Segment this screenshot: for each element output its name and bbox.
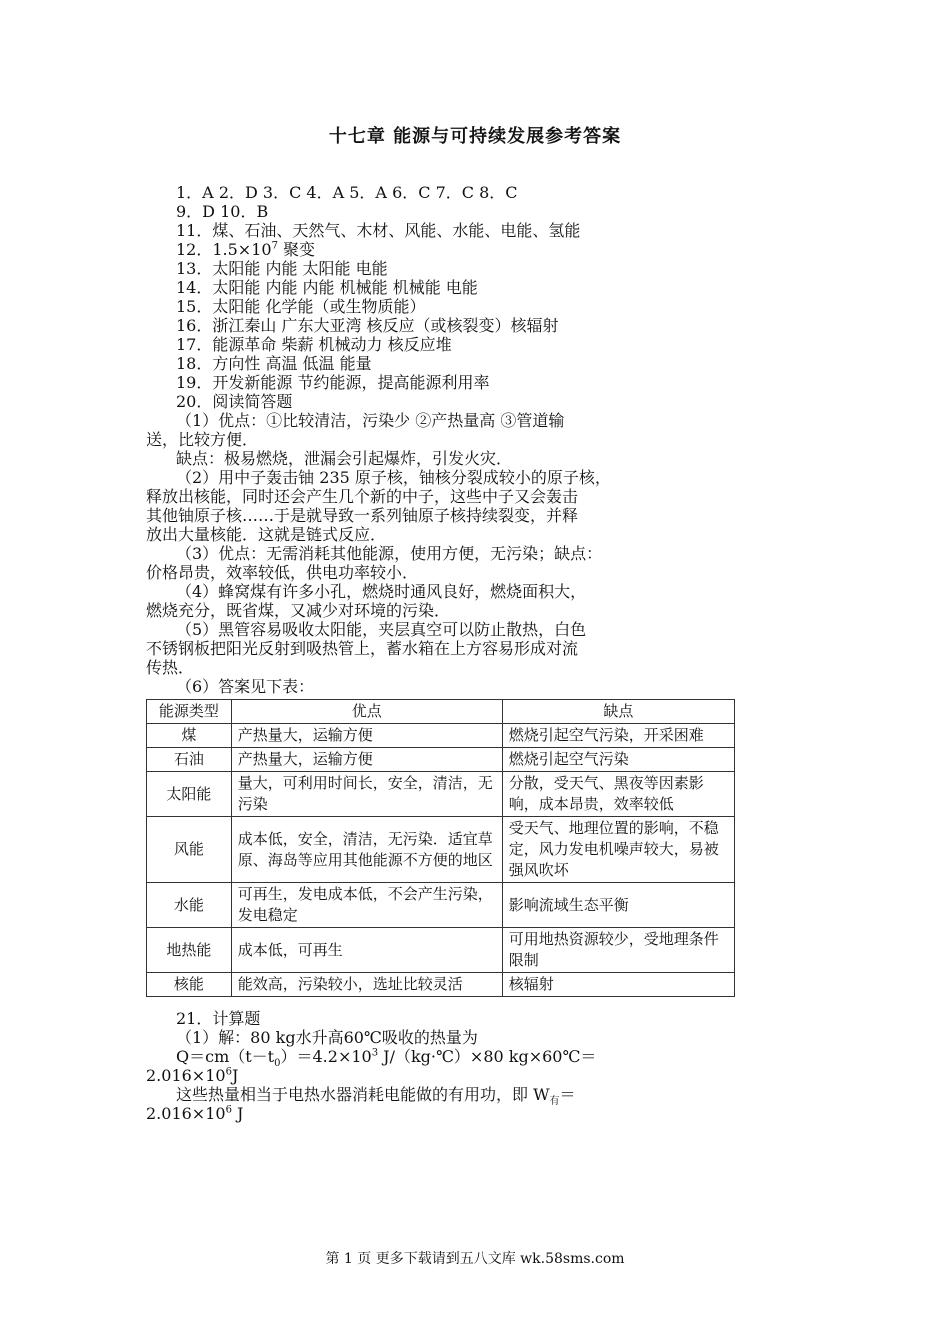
table-cell-type: 太阳能: [147, 772, 232, 817]
calc-line-1: （1）解：80 kg水升高60℃吸收的热量为: [176, 1028, 478, 1047]
table-row: [147, 817, 735, 883]
answer-line-1-8: 1．A 2．D 3．C 4．A 5．A 6．C 7．C 8．C: [176, 183, 518, 202]
energy-comparison-table: [146, 699, 735, 997]
table-cell-advantage: 能效高，污染较小，选址比较灵活: [231, 973, 502, 997]
answer-line-13: 13．太阳能 内能 太阳能 电能: [176, 259, 388, 278]
calc-3-exponent: 6: [225, 1066, 232, 1078]
answer-line-14: 14．太阳能 内能 内能 机械能 机械能 电能: [176, 278, 478, 297]
answer-20-6-line: （6）答案见下表：: [176, 677, 315, 696]
table-cell-drawback: 可用地热资源较少，受地理条件限制: [502, 928, 734, 973]
answer-20-4-line-a: （4）蜂窝煤有许多小孔，燃烧时通风良好，燃烧面积大，: [176, 582, 587, 601]
table-cell-advantage: 产热量大，运输方便: [231, 748, 502, 772]
table-row: [147, 772, 735, 817]
answer-20-5-line-a: （5）黑管容易吸收太阳能，夹层真空可以防止散热，白色: [176, 620, 587, 639]
answer-line-11: 11．煤、石油、天然气、木材、风能、水能、电能、氢能: [176, 221, 581, 240]
calc-2-part-c: J/（kg·℃）×80 kg×60℃＝: [378, 1047, 597, 1066]
answer-20-1-line-a: （1）优点：①比较清洁，污染少 ②产热量高 ③管道输: [176, 411, 565, 430]
calc-5-part-b: J: [231, 1104, 244, 1123]
answer-20-1-drawback: 缺点：极易燃烧，泄漏会引起爆炸，引发火灾．: [176, 449, 513, 468]
table-cell-drawback: 燃烧引起空气污染: [502, 748, 734, 772]
calc-5-part-a: 2.016×10: [146, 1104, 226, 1123]
table-row: [147, 724, 735, 748]
table-row: [147, 973, 735, 997]
table-row: [147, 748, 735, 772]
table-cell-type: 风能: [147, 817, 232, 883]
table-cell-drawback: 核辐射: [502, 973, 734, 997]
table-header-row: [147, 700, 735, 724]
calc-3-part-b: J: [231, 1066, 239, 1085]
table-cell-type: 地热能: [147, 928, 232, 973]
table-cell-advantage: 成本低，安全，清洁，无污染．适宜草原、海岛等应用其他能源不方便的地区: [231, 817, 502, 883]
table-cell-drawback: 影响流域生态平衡: [502, 883, 734, 928]
calc-2-subscript: 0: [274, 1058, 281, 1070]
table-cell-advantage: 可再生，发电成本低，不会产生污染，发电稳定: [231, 883, 502, 928]
table-header-cell: 优点: [231, 700, 502, 724]
answer-20-1-line-b: 送，比较方便．: [146, 430, 259, 449]
calc-line-5: [146, 1104, 243, 1123]
calc-5-exponent: 6: [225, 1104, 232, 1116]
table-cell-type: 水能: [147, 883, 232, 928]
answer-20-3-line-a: （3）优点：无需消耗其他能源，使用方便，无污染；缺点：: [176, 544, 603, 563]
answer-line-19: 19．开发新能源 节约能源，提高能源利用率: [176, 373, 490, 392]
calc-line-3: [146, 1066, 238, 1085]
answer-12-exponent: 7: [271, 240, 278, 252]
answer-20-5-line-b: 不锈钢板把阳光反射到吸热管上，蓄水箱在上方容易形成对流: [146, 639, 579, 658]
answer-20-2-line-d: 放出大量核能．这就是链式反应．: [146, 525, 387, 544]
calc-2-exponent: 3: [371, 1047, 379, 1059]
table-cell-drawback: 燃烧引起空气污染，开采困难: [502, 724, 734, 748]
calc-line-4: [176, 1085, 576, 1108]
answer-line-12: [176, 240, 315, 259]
answer-20-2-line-c: 其他铀原子核……于是就导致一系列铀原子核持续裂变，并释: [146, 506, 579, 525]
table-cell-type: 核能: [147, 973, 232, 997]
table-cell-type: 煤: [147, 724, 232, 748]
table-cell-drawback: 受天气、地理位置的影响，不稳定，风力发电机噪声较大，易被强风吹坏: [502, 817, 734, 883]
calc-4-subscript: 有: [549, 1096, 560, 1108]
calc-4-part-a: 这些热量相当于电热水器消耗电能做的有用功，即 W: [176, 1085, 550, 1104]
calc-2-part-a: Q＝cm（t－t: [176, 1047, 275, 1066]
table-cell-drawback: 分散，受天气、黑夜等因素影响，成本昂贵，效率较低: [502, 772, 734, 817]
table-row: [147, 928, 735, 973]
table-header-cell: 缺点: [502, 700, 734, 724]
answer-line-15: 15．太阳能 化学能（或生物质能）: [176, 297, 426, 316]
table-cell-advantage: 成本低，可再生: [231, 928, 502, 973]
answer-20-5-line-c: 传热．: [146, 658, 195, 677]
table-header-cell: 能源类型: [147, 700, 232, 724]
answer-12-rest: 聚变: [277, 240, 316, 259]
calc-line-2: [176, 1047, 597, 1070]
answer-line-20: 20．阅读简答题: [176, 392, 293, 411]
page-title: 十七章 能源与可持续发展参考答案: [328, 126, 622, 147]
answer-20-2-line-b: 释放出核能，同时还会产生几个新的中子，这些中子又会轰击: [146, 487, 579, 506]
answer-line-17: 17．能源革命 柴薪 机械动力 核反应堆: [176, 335, 452, 354]
answer-line-16: 16．浙江秦山 广东大亚湾 核反应（或核裂变）核辐射: [176, 316, 559, 335]
answer-line-21: 21．计算题: [176, 1009, 261, 1028]
calc-2-part-b: ）＝4.2×10: [280, 1047, 372, 1066]
answer-line-9-10: 9．D 10．B: [176, 202, 269, 221]
table-cell-type: 石油: [147, 748, 232, 772]
calc-4-part-b: ＝: [559, 1085, 576, 1104]
table-cell-advantage: 量大，可利用时间长，安全，清洁，无污染: [231, 772, 502, 817]
table-cell-advantage: 产热量大，运输方便: [231, 724, 502, 748]
answer-12-value: 12．1.5×10: [176, 240, 272, 259]
table-row: [147, 883, 735, 928]
calc-3-part-a: 2.016×10: [146, 1066, 226, 1085]
page-footer: 第 1 页 更多下载请到五八文库 wk.58sms.com: [325, 1251, 625, 1267]
answer-20-3-line-b: 价格昂贵，效率较低，供电功率较小．: [146, 563, 419, 582]
answer-20-2-line-a: （2）用中子轰击铀 235 原子核，铀核分裂成较小的原子核，: [176, 468, 611, 487]
answer-20-4-line-b: 燃烧充分，既省煤，又减少对环境的污染．: [146, 601, 451, 620]
answer-line-18: 18．方向性 高温 低温 能量: [176, 354, 372, 373]
